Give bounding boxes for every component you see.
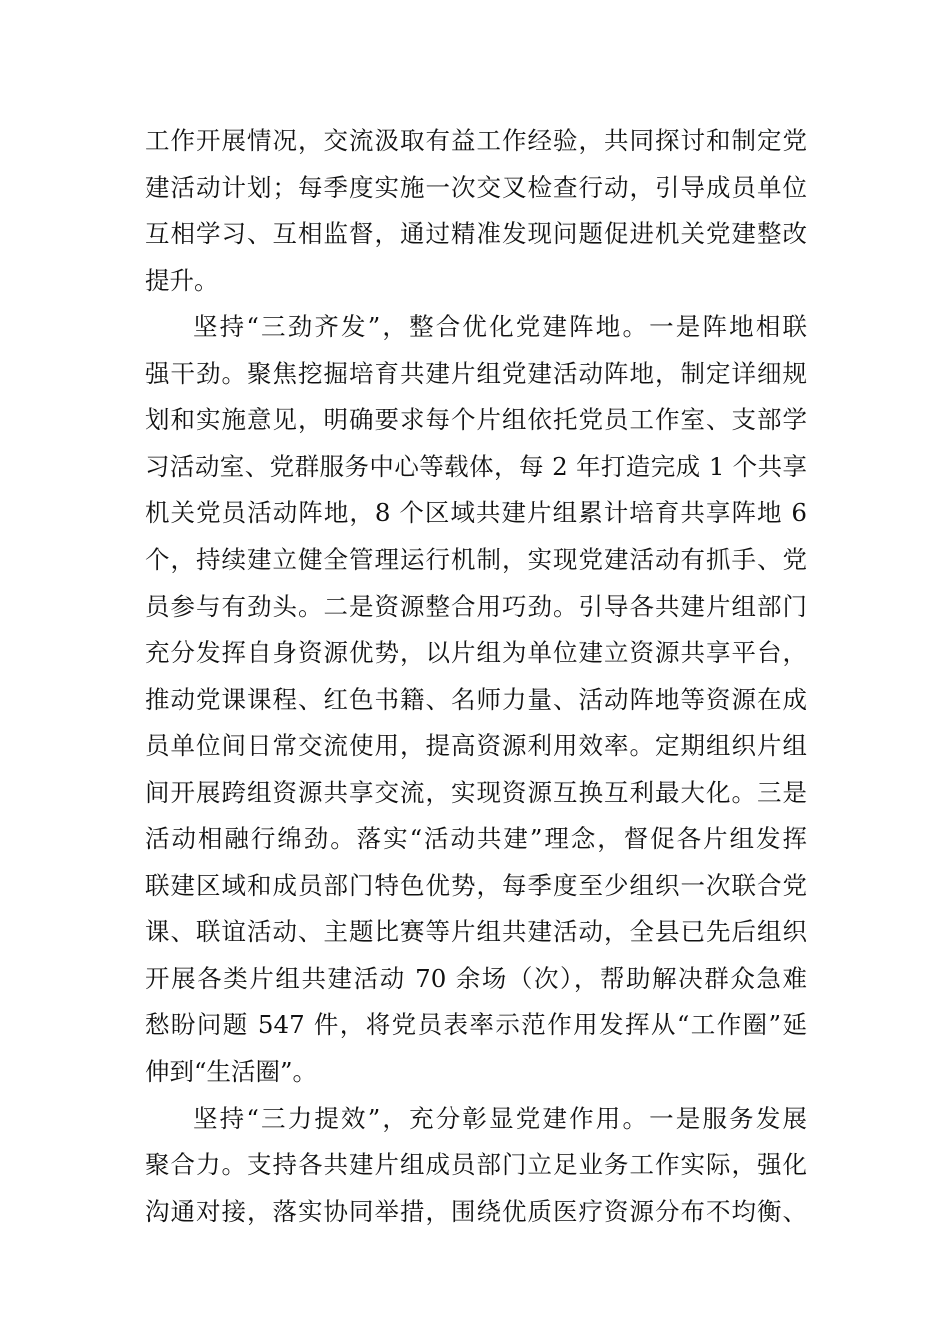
text-line: 机关党员活动阵地，8 个区域共建片组累计培育共享阵地 6 [145, 498, 807, 527]
text-line: 伸到“生活圈”。 [145, 1057, 318, 1086]
text-line: 推动党课课程、红色书籍、名师力量、活动阵地等资源在成 [145, 685, 807, 714]
text-line: 愁盼问题 547 件，将党员表率示范作用发挥从“工作圈”延 [145, 1010, 807, 1039]
text-line: 充分发挥自身资源优势，以片组为单位建立资源共享平台， [145, 638, 807, 667]
text-line: 员单位间日常交流使用，提高资源利用效率。定期组织片组 [145, 731, 807, 760]
text-line: 课、联谊活动、主题比赛等片组共建活动，全县已先后组织 [145, 917, 807, 946]
text-line: 工作开展情况，交流汲取有益工作经验，共同探讨和制定党 [145, 126, 807, 155]
text-line: 互相学习、互相监督，通过精准发现问题促进机关党建整改 [145, 219, 807, 248]
text-line: 间开展跨组资源共享交流，实现资源互换互利最大化。三是 [145, 778, 807, 807]
text-line: 提升。 [145, 266, 219, 295]
text-line: 活动相融行绵劲。落实“活动共建”理念，督促各片组发挥 [145, 824, 807, 853]
text-line: 沟通对接，落实协同举措，围绕优质医疗资源分布不均衡、 [145, 1197, 807, 1226]
text-line: 建活动计划；每季度实施一次交叉检查行动，引导成员单位 [145, 173, 807, 202]
text-line: 强干劲。聚焦挖掘培育共建片组党建活动阵地，制定详细规 [145, 359, 807, 388]
text-line: 个，持续建立健全管理运行机制，实现党建活动有抓手、党 [145, 545, 807, 574]
text-line: 员参与有劲头。二是资源整合用巧劲。引导各共建片组部门 [145, 592, 807, 621]
text-line: 划和实施意见，明确要求每个片组依托党员工作室、支部学 [145, 405, 807, 434]
text-line: 联建区域和成员部门特色优势，每季度至少组织一次联合党 [145, 871, 807, 900]
paragraph-first-line: 坚持“三劲齐发”，整合优化党建阵地。一是阵地相联 [193, 312, 807, 341]
text-line: 开展各类片组共建活动 70 余场（次），帮助解决群众急难 [145, 964, 807, 993]
text-line: 聚合力。支持各共建片组成员部门立足业务工作实际，强化 [145, 1150, 807, 1179]
text-line: 习活动室、党群服务中心等载体，每 2 年打造完成 1 个共享 [145, 452, 807, 481]
paragraph-first-line: 坚持“三力提效”，充分彰显党建作用。一是服务发展 [193, 1104, 807, 1133]
